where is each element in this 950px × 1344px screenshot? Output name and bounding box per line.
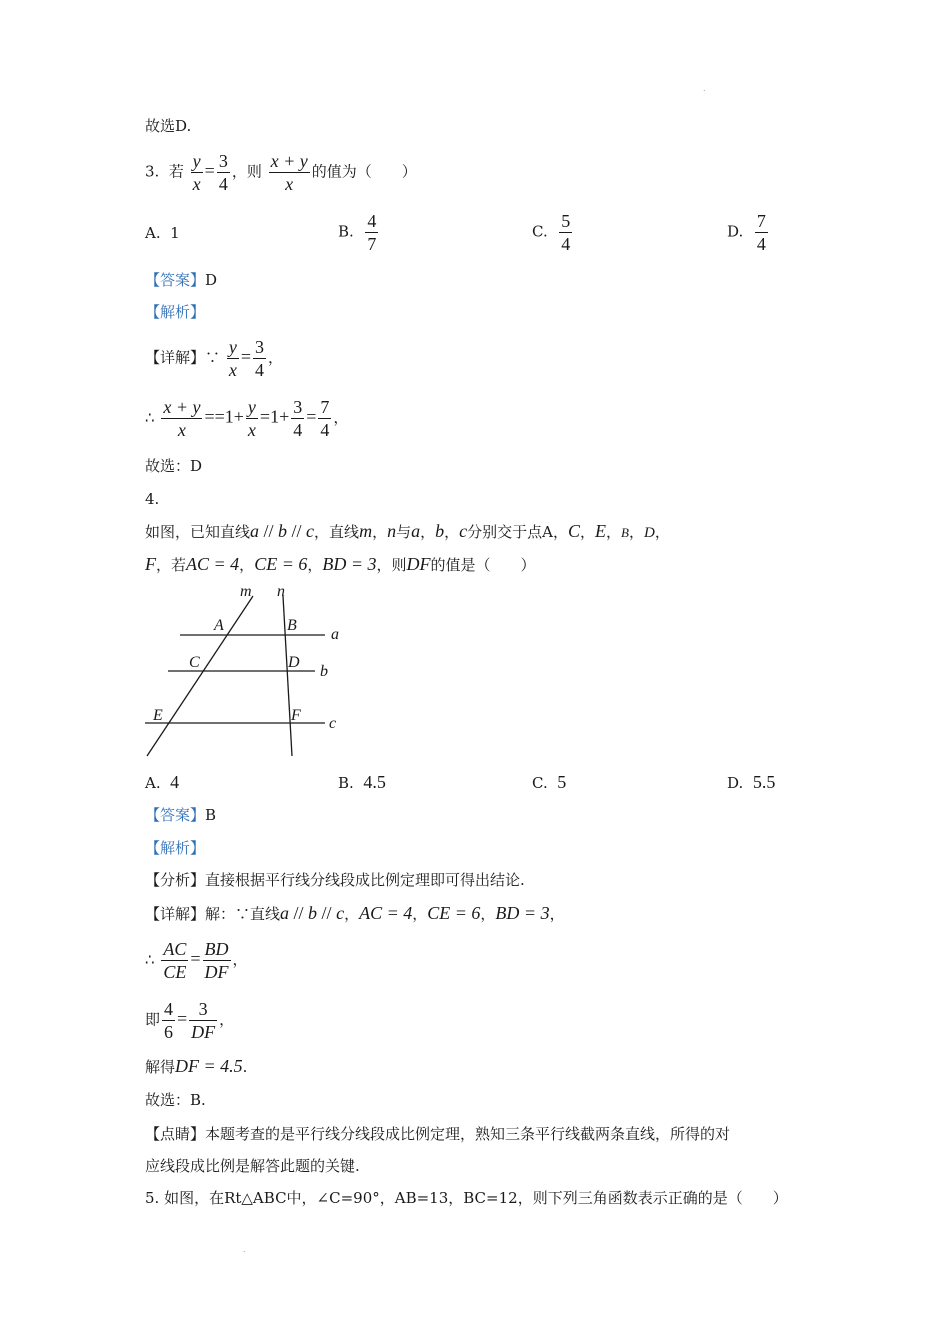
parallel-lines-figure [140,580,350,760]
label-c: c [329,715,337,732]
q4-detail: 【详解】解：∵直线a // b // c，AC = 4，CE = 6，BD = 3， [145,903,565,923]
q3-option-b: B. $\frac{4}{7}$ [338,211,377,254]
q3-ruo: 若 [168,162,184,181]
fraction-y-over-x: $\frac{y}{x}$ [192,151,201,194]
label-A: A [214,617,224,634]
label-F: F [291,707,301,724]
label-a: a [331,626,339,643]
q5-stem: 5. 如图，在Rt△ABC中，∠C=90°，AB=13，BC=12，则下列三角函数表示正确的是（ ） [145,1189,788,1207]
q3-tail: 的值为（ ） [311,162,417,181]
label-C: C [189,654,200,671]
q2-conclusion: 故选D. [145,117,192,135]
label-b: b [320,663,328,680]
fraction-xy-over-x: $\frac{x + y}{x}$ [270,151,308,194]
q3-option-d: D. $\frac{7}{4}$ [727,211,766,254]
q4-option-d: D. 5.5 [727,772,776,792]
q3-option-a: A. 1 [145,224,180,242]
q3-option-c: C. $\frac{5}{4}$ [532,211,571,254]
fraction-3-over-4: $\frac{3}{4}$ [218,151,228,194]
q4-substitute: 即 $\frac{4}{6}$ = $\frac{3}{DF}$ ， [145,999,235,1042]
q4-dianjing-2: 应线段成比例是解答此题的关键. [145,1157,360,1175]
label-D: D [288,654,300,671]
q3-therefore: ∴ $\frac{x + y}{x}$ ==1+ $\frac{y}{x}$ =1+ $\frac{3}{4}$ = $\frac{7}{4}$ ， [145,397,349,440]
q3-stem: 3. 若 $\frac{y}{x}$ = $\frac{3}{4}$ ，则 $\frac{x + y}{x}$ 的值为（ ） [145,151,417,194]
q4-dianjing-1: 【点睛】本题考查的是平行线分线段成比例定理，熟知三条平行线截两条直线，所得的对 [145,1125,731,1143]
q4-conclusion: 故选：B. [145,1091,206,1109]
q4-option-a: A. 4 [145,772,180,792]
label-m: m [240,583,252,600]
q4-answer: 【答案】B [145,806,217,824]
q4-fenxi: 【分析】直接根据平行线分线段成比例定理即可得出结论. [145,871,525,889]
q3-conclusion: 故选：D [145,457,203,475]
q4-result: 解得DF = 4.5. [145,1056,248,1076]
q4-proportion: ∴ $\frac{AC}{CE}$ = $\frac{BD}{DF}$ ， [145,939,248,982]
bottom-dot: . [243,1245,246,1254]
q3-number: 3. [145,162,160,181]
q3-analysis-tag: 【解析】 [145,303,206,321]
q4-number: 4. [145,490,160,508]
q4-stem-line1: 如图，已知直线a // b // c，直线m，n与a，b，c分别交于点A，C，E，B，D， [145,521,670,541]
label-n: n [277,583,285,600]
label-E: E [153,707,163,724]
q3-answer: 【答案】D [145,271,218,289]
label-B: B [287,617,297,634]
line-m [147,596,253,756]
q4-analysis-tag: 【解析】 [145,839,206,857]
q4-stem-line2: F，若AC = 4，CE = 6，BD = 3，则DF的值是（ ） [145,554,536,574]
q3-detail: 【详解】∵ $\frac{y}{x}$ = $\frac{3}{4}$ ， [145,337,283,380]
q4-option-b: B. 4.5 [338,772,386,792]
q4-option-c: C. 5 [532,772,567,792]
corner-dot: . [703,84,706,93]
